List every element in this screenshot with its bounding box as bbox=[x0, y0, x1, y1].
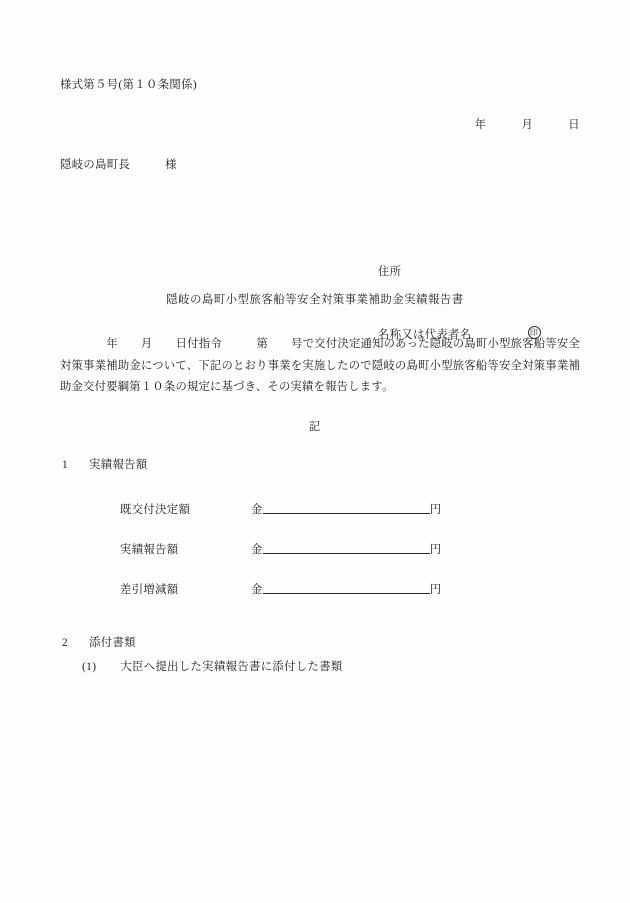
addressee-line: 隠岐の島町長 様 bbox=[60, 159, 177, 171]
section-1-title: 実績報告額 bbox=[89, 459, 148, 471]
form-number: 様式第５号(第１０条関係) bbox=[60, 79, 197, 91]
section-2-item-1-number: (1) bbox=[82, 661, 97, 673]
currency-prefix-2: 金 bbox=[251, 544, 263, 556]
section-2-number: 2 bbox=[62, 637, 69, 649]
amount-row-1 bbox=[120, 502, 441, 516]
section-2-title: 添付書類 bbox=[89, 637, 136, 649]
currency-prefix-3: 金 bbox=[251, 584, 263, 596]
amount-unit-1: 円 bbox=[429, 504, 442, 516]
amount-row-3 bbox=[120, 582, 441, 596]
amount-input-2[interactable] bbox=[263, 542, 430, 554]
amount-input-3[interactable] bbox=[263, 582, 430, 594]
amount-label-3: 差引増減額 bbox=[120, 584, 179, 596]
seal-stamp-icon: 印 bbox=[528, 326, 541, 339]
section-2-item-1 bbox=[82, 662, 343, 673]
section-2-item-1-text: 大臣へ提出した実績報告書に添付した書類 bbox=[120, 661, 343, 673]
body-paragraph: 年 月 日付指令 第 号で交付決定通知のあった隠岐の島町小型旅客船等安全対策事業補助金について、下記のとおり事業を実施したので隠岐の島町小型旅客船等安全対策事業補助金交付要綱第１０条の規定に基づき、その実績を報告します。 bbox=[60, 338, 580, 393]
representative-name-label: 名称又は代表者名 bbox=[378, 329, 472, 341]
amount-label-2: 実績報告額 bbox=[120, 544, 179, 556]
date-line: 年 月 日 bbox=[474, 119, 580, 131]
amount-row-2 bbox=[120, 542, 441, 556]
amount-input-1[interactable] bbox=[263, 502, 430, 514]
amount-unit-3: 円 bbox=[429, 584, 442, 596]
amount-unit-2: 円 bbox=[429, 544, 442, 556]
amount-label-1: 既交付決定額 bbox=[120, 504, 191, 516]
section-2-heading bbox=[62, 638, 136, 649]
ki-marker: 記 bbox=[308, 421, 322, 433]
currency-prefix-1: 金 bbox=[251, 504, 263, 516]
address-label: 住所 bbox=[378, 266, 402, 278]
document-title: 隠岐の島町小型旅客船等安全対策事業補助金実績報告書 bbox=[166, 294, 464, 306]
section-1-heading bbox=[62, 460, 148, 471]
section-1-number: 1 bbox=[62, 459, 69, 471]
